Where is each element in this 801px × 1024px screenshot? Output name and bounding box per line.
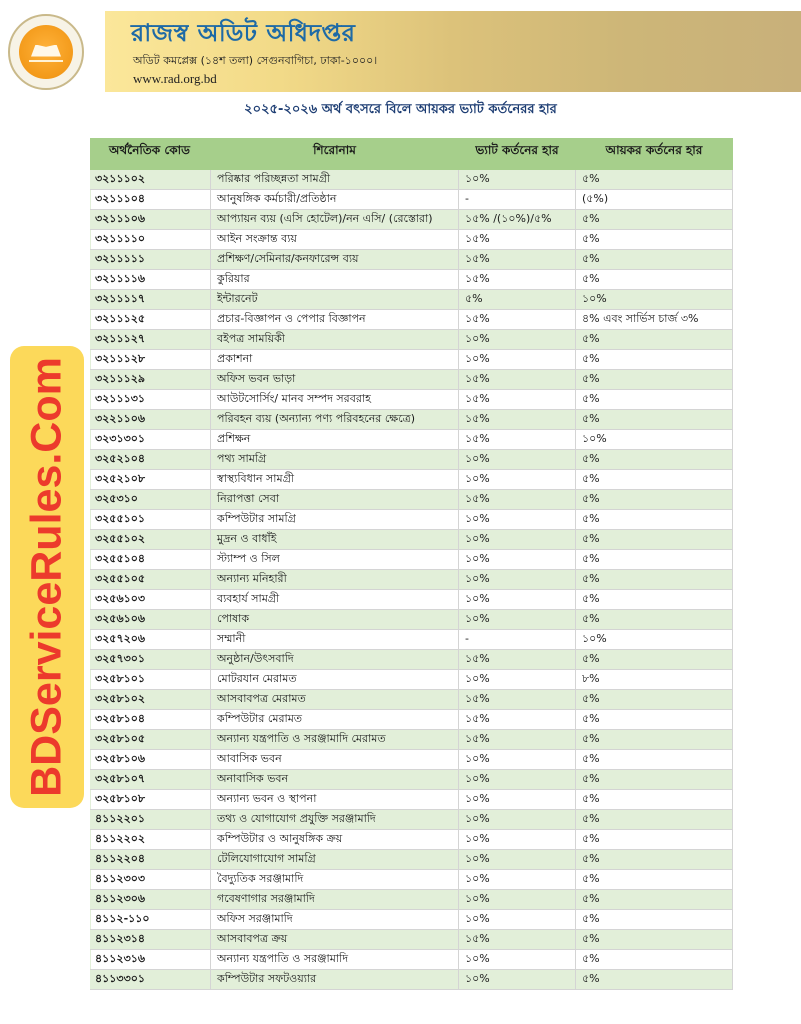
- cell-tax-rate: ৫%: [576, 930, 733, 950]
- cell-vat-rate: ১০%: [459, 750, 576, 770]
- cell-tax-rate: ৫%: [576, 970, 733, 990]
- cell-title: কম্পিউটার সামগ্রি: [211, 510, 459, 530]
- cell-vat-rate: ১০%: [459, 810, 576, 830]
- cell-vat-rate: ১৫%: [459, 250, 576, 270]
- organization-address: অডিট কমপ্লেক্স (১৪শ তলা) সেগুনবাগিচা, ঢাকা-১০০০।: [133, 54, 378, 67]
- cell-title: আসবাবপত্র মেরামত: [211, 690, 459, 710]
- table-row: [91, 850, 733, 870]
- cell-title: কম্পিউটার ও আনুষঙ্গিক ক্রয়: [211, 830, 459, 850]
- cell-economic-code: ৩২৫৮১০৭: [91, 770, 211, 790]
- table-row: [91, 310, 733, 330]
- cell-economic-code: ৪১১২২০১: [91, 810, 211, 830]
- cell-title: অফিস ভবন ভাড়া: [211, 370, 459, 390]
- watermark-text: BDServiceRules.Com: [22, 357, 71, 797]
- cell-tax-rate: ৫%: [576, 710, 733, 730]
- cell-vat-rate: ১৫%: [459, 430, 576, 450]
- cell-vat-rate: ১০%: [459, 670, 576, 690]
- cell-title: আনুষঙ্গিক কর্মচারী/প্রতিষ্ঠান: [211, 190, 459, 210]
- cell-vat-rate: ১০%: [459, 590, 576, 610]
- organization-website-link[interactable]: www.rad.org.bd: [133, 71, 217, 86]
- cell-title: আইন সংক্রান্ত ব্যয়: [211, 230, 459, 250]
- header-banner: [105, 11, 801, 92]
- cell-vat-rate: ১৫%: [459, 410, 576, 430]
- cell-tax-rate: ৮%: [576, 670, 733, 690]
- cell-tax-rate: ৫%: [576, 490, 733, 510]
- cell-title: প্রচার-বিজ্ঞাপন ও পেপার বিজ্ঞাপন: [211, 310, 459, 330]
- cell-tax-rate: ৫%: [576, 610, 733, 630]
- cell-tax-rate: ৫%: [576, 330, 733, 350]
- cell-economic-code: ৩২৫২১০৪: [91, 450, 211, 470]
- cell-title: পরিষ্কার পরিচ্ছন্নতা সামগ্রী: [211, 170, 459, 190]
- cell-vat-rate: ১৫% /(১০%)/৫%: [459, 210, 576, 230]
- emblem-ribbon: [29, 60, 63, 62]
- table-row: [91, 830, 733, 850]
- cell-tax-rate: ৫%: [576, 870, 733, 890]
- organization-title: রাজস্ব অডিট অধিদপ্তর: [131, 19, 356, 47]
- table-row: [91, 790, 733, 810]
- cell-tax-rate: ৫%: [576, 550, 733, 570]
- cell-tax-rate: ৫%: [576, 530, 733, 550]
- table-row: [91, 950, 733, 970]
- cell-vat-rate: ১৫%: [459, 690, 576, 710]
- cell-vat-rate: ৫%: [459, 290, 576, 310]
- cell-economic-code: ৩২৫৬১০৩: [91, 590, 211, 610]
- table-header-row: [91, 139, 733, 170]
- cell-title: আউটসোর্সিং/ মানব সম্পদ সরবরাহ: [211, 390, 459, 410]
- cell-economic-code: ৩২১১১১০: [91, 230, 211, 250]
- cell-economic-code: ৩২৫৩১০: [91, 490, 211, 510]
- cell-tax-rate: ৫%: [576, 350, 733, 370]
- cell-title: মুদ্রন ও বাধাঁই: [211, 530, 459, 550]
- cell-title: ব্যবহার্য সামগ্রী: [211, 590, 459, 610]
- cell-vat-rate: ১৫%: [459, 490, 576, 510]
- cell-vat-rate: -: [459, 630, 576, 650]
- cell-vat-rate: ১০%: [459, 570, 576, 590]
- cell-title: অন্যান্য মনিহারী: [211, 570, 459, 590]
- table-row: [91, 710, 733, 730]
- cell-title: বৈদ্যুতিক সরঞ্জামাদি: [211, 870, 459, 890]
- table-row: [91, 530, 733, 550]
- cell-title: অফিস সরঞ্জামাদি: [211, 910, 459, 930]
- column-header-tax-rate: আয়কর কর্তনের হার: [576, 139, 733, 170]
- table-row: [91, 810, 733, 830]
- cell-vat-rate: ১৫%: [459, 370, 576, 390]
- cell-title: নিরাপত্তা সেবা: [211, 490, 459, 510]
- table-row: [91, 570, 733, 590]
- cell-vat-rate: ১০%: [459, 970, 576, 990]
- cell-economic-code: ৩২১১১২৭: [91, 330, 211, 350]
- table-row: [91, 430, 733, 450]
- table-row: [91, 170, 733, 190]
- cell-title: সম্মানী: [211, 630, 459, 650]
- cell-title: প্রশিক্ষন: [211, 430, 459, 450]
- table-row: [91, 590, 733, 610]
- cell-vat-rate: ১০%: [459, 510, 576, 530]
- cell-economic-code: ৩২১১১২৯: [91, 370, 211, 390]
- cell-vat-rate: ১০%: [459, 870, 576, 890]
- cell-vat-rate: ১০%: [459, 770, 576, 790]
- cell-title: পোষাক: [211, 610, 459, 630]
- cell-vat-rate: ১০%: [459, 610, 576, 630]
- cell-vat-rate: ১৫%: [459, 710, 576, 730]
- table-row: [91, 190, 733, 210]
- table-row: [91, 370, 733, 390]
- cell-economic-code: ৪১১২৩০৩: [91, 870, 211, 890]
- cell-economic-code: ৩২১১১০২: [91, 170, 211, 190]
- cell-tax-rate: ৫%: [576, 890, 733, 910]
- rates-table: [90, 138, 733, 990]
- cell-vat-rate: ১০%: [459, 830, 576, 850]
- table-row: [91, 450, 733, 470]
- cell-economic-code: ৩২৫৮১০৬: [91, 750, 211, 770]
- cell-economic-code: ৪১১২২০২: [91, 830, 211, 850]
- cell-title: প্রকাশনা: [211, 350, 459, 370]
- table-row: [91, 890, 733, 910]
- cell-vat-rate: ১০%: [459, 550, 576, 570]
- cell-economic-code: ৪১১৩৩০১: [91, 970, 211, 990]
- cell-vat-rate: ১০%: [459, 910, 576, 930]
- column-header-vat-rate: ভ্যাট কর্তনের হার: [459, 139, 576, 170]
- book-emblem-icon: [19, 25, 73, 79]
- cell-tax-rate: ৫%: [576, 950, 733, 970]
- cell-title: আপ্যায়ন ব্যয় (এসি হোটেল)/নন এসি/ (রেস্তোরা): [211, 210, 459, 230]
- table-row: [91, 630, 733, 650]
- cell-vat-rate: ১৫%: [459, 310, 576, 330]
- table-row: [91, 230, 733, 250]
- cell-economic-code: ৩২৫৮১০৫: [91, 730, 211, 750]
- cell-economic-code: ৪১১২৩১৬: [91, 950, 211, 970]
- cell-economic-code: ৪১১২২০৪: [91, 850, 211, 870]
- cell-economic-code: ৩২৫৫১০৪: [91, 550, 211, 570]
- cell-tax-rate: ১০%: [576, 630, 733, 650]
- cell-vat-rate: ১৫%: [459, 650, 576, 670]
- column-header-title: শিরোনাম: [211, 139, 459, 170]
- table-row: [91, 870, 733, 890]
- cell-vat-rate: ১৫%: [459, 730, 576, 750]
- cell-economic-code: ৩২১১১৩১: [91, 390, 211, 410]
- cell-economic-code: ৩২৫৭২০৬: [91, 630, 211, 650]
- cell-title: স্বাস্থ্যবিধান সামগ্রী: [211, 470, 459, 490]
- cell-economic-code: ৩২১১১০৬: [91, 210, 211, 230]
- table-row: [91, 550, 733, 570]
- cell-tax-rate: ৫%: [576, 170, 733, 190]
- cell-vat-rate: ১৫%: [459, 270, 576, 290]
- cell-tax-rate: ১০%: [576, 430, 733, 450]
- table-row: [91, 210, 733, 230]
- cell-title: কম্পিউটার মেরামত: [211, 710, 459, 730]
- cell-title: স্ট্যাম্প ও সিল: [211, 550, 459, 570]
- cell-vat-rate: ১৫%: [459, 230, 576, 250]
- cell-economic-code: ৩২২১১০৬: [91, 410, 211, 430]
- cell-title: গবেষণাগার সরঞ্জামাদি: [211, 890, 459, 910]
- table-row: [91, 670, 733, 690]
- cell-economic-code: ৩২৫২১০৮: [91, 470, 211, 490]
- cell-tax-rate: ৫%: [576, 690, 733, 710]
- cell-economic-code: ৪১১২৩০৬: [91, 890, 211, 910]
- table-row: [91, 970, 733, 990]
- cell-title: অনাবাসিক ভবন: [211, 770, 459, 790]
- cell-tax-rate: ৫%: [576, 790, 733, 810]
- open-book-icon: [31, 43, 61, 57]
- cell-economic-code: ৩২৫৮১০৪: [91, 710, 211, 730]
- table-row: [91, 410, 733, 430]
- cell-vat-rate: -: [459, 190, 576, 210]
- table-row: [91, 730, 733, 750]
- table-row: [91, 290, 733, 310]
- cell-tax-rate: ৫%: [576, 750, 733, 770]
- cell-title: টেলিযোগাযোগ সামগ্রি: [211, 850, 459, 870]
- column-header-code: অর্থনৈতিক কোড: [91, 139, 211, 170]
- cell-tax-rate: ৪% এবং সার্ভিস চার্জ ৩%: [576, 310, 733, 330]
- cell-economic-code: ৩২১১১০৪: [91, 190, 211, 210]
- table-row: [91, 650, 733, 670]
- cell-economic-code: ৩২৩১৩০১: [91, 430, 211, 450]
- cell-title: কুরিয়ার: [211, 270, 459, 290]
- cell-tax-rate: ৫%: [576, 850, 733, 870]
- cell-title: পরিবহন ব্যয় (অন্যান্য পণ্য পরিবহনের ক্ষেত্রে): [211, 410, 459, 430]
- cell-vat-rate: ১৫%: [459, 930, 576, 950]
- cell-title: মোটরযান মেরামত: [211, 670, 459, 690]
- cell-economic-code: ৩২১১১২৮: [91, 350, 211, 370]
- cell-tax-rate: ১০%: [576, 290, 733, 310]
- table-row: [91, 610, 733, 630]
- cell-economic-code: ৩২১১১২৫: [91, 310, 211, 330]
- table-row: [91, 750, 733, 770]
- cell-vat-rate: ১০%: [459, 450, 576, 470]
- cell-vat-rate: ১০%: [459, 170, 576, 190]
- cell-tax-rate: ৫%: [576, 770, 733, 790]
- table-row: [91, 330, 733, 350]
- watermark-badge: [10, 346, 84, 808]
- table-row: [91, 390, 733, 410]
- cell-economic-code: ৩২১১১১১: [91, 250, 211, 270]
- cell-vat-rate: ১০%: [459, 470, 576, 490]
- cell-vat-rate: ১০%: [459, 530, 576, 550]
- cell-economic-code: ৩২১১১১৭: [91, 290, 211, 310]
- cell-tax-rate: ৫%: [576, 370, 733, 390]
- cell-tax-rate: ৫%: [576, 210, 733, 230]
- table-row: [91, 910, 733, 930]
- cell-vat-rate: ১০%: [459, 950, 576, 970]
- cell-economic-code: ৩২৫৫১০১: [91, 510, 211, 530]
- cell-title: অন্যান্য যন্ত্রপাতি ও সরঞ্জামাদি মেরামত: [211, 730, 459, 750]
- cell-tax-rate: ৫%: [576, 270, 733, 290]
- cell-tax-rate: ৫%: [576, 230, 733, 250]
- cell-title: অন্যান্য যন্ত্রপাতি ও সরঞ্জামাদি: [211, 950, 459, 970]
- cell-tax-rate: (৫%): [576, 190, 733, 210]
- cell-economic-code: ৩২৫৮১০১: [91, 670, 211, 690]
- cell-vat-rate: ১০%: [459, 890, 576, 910]
- cell-title: বইপত্র সাময়িকী: [211, 330, 459, 350]
- cell-vat-rate: ১০%: [459, 330, 576, 350]
- cell-title: আসবাবপত্র ক্রয়: [211, 930, 459, 950]
- cell-title: পথ্য সামগ্রি: [211, 450, 459, 470]
- cell-tax-rate: ৫%: [576, 390, 733, 410]
- cell-economic-code: ৩২৫৭৩০১: [91, 650, 211, 670]
- cell-tax-rate: ৫%: [576, 510, 733, 530]
- cell-title: প্রশিক্ষণ/সেমিনার/কনফারেন্স ব্যয়: [211, 250, 459, 270]
- cell-title: আবাসিক ভবন: [211, 750, 459, 770]
- cell-vat-rate: ১০%: [459, 350, 576, 370]
- cell-economic-code: ৪১১২-১১০: [91, 910, 211, 930]
- cell-title: তথ্য ও যোগাযোগ প্রযুক্তি সরঞ্জামাদি: [211, 810, 459, 830]
- cell-economic-code: ৩২৫৬১০৬: [91, 610, 211, 630]
- cell-tax-rate: ৫%: [576, 910, 733, 930]
- cell-title: কম্পিউটার সফটওয়্যার: [211, 970, 459, 990]
- organization-logo: [8, 14, 84, 90]
- cell-economic-code: ৩২১১১১৬: [91, 270, 211, 290]
- cell-tax-rate: ৫%: [576, 730, 733, 750]
- table-row: [91, 770, 733, 790]
- cell-economic-code: ৩২৫৫১০২: [91, 530, 211, 550]
- cell-vat-rate: ১০%: [459, 850, 576, 870]
- cell-title: অন্যান্য ভবন ও স্থাপনা: [211, 790, 459, 810]
- cell-economic-code: ৩২৫৮১০২: [91, 690, 211, 710]
- document-subtitle: ২০২৫-২০২৬ অর্থ বৎসরে বিলে আয়কর ভ্যাট কর্তনেরর হার: [244, 102, 557, 117]
- cell-tax-rate: ৫%: [576, 650, 733, 670]
- cell-tax-rate: ৫%: [576, 810, 733, 830]
- table-row: [91, 470, 733, 490]
- cell-tax-rate: ৫%: [576, 250, 733, 270]
- cell-economic-code: ৩২৫৮১০৮: [91, 790, 211, 810]
- cell-vat-rate: ১৫%: [459, 390, 576, 410]
- cell-title: ইন্টারনেট: [211, 290, 459, 310]
- table-row: [91, 690, 733, 710]
- cell-economic-code: ৪১১২৩১৪: [91, 930, 211, 950]
- cell-tax-rate: ৫%: [576, 830, 733, 850]
- cell-title: অনুষ্ঠান/উৎসবাদি: [211, 650, 459, 670]
- table-row: [91, 270, 733, 290]
- cell-tax-rate: ৫%: [576, 590, 733, 610]
- table-row: [91, 250, 733, 270]
- table-row: [91, 350, 733, 370]
- cell-economic-code: ৩২৫৫১০৫: [91, 570, 211, 590]
- table-row: [91, 930, 733, 950]
- cell-tax-rate: ৫%: [576, 570, 733, 590]
- table-row: [91, 490, 733, 510]
- cell-tax-rate: ৫%: [576, 410, 733, 430]
- table-row: [91, 510, 733, 530]
- cell-tax-rate: ৫%: [576, 470, 733, 490]
- cell-vat-rate: ১০%: [459, 790, 576, 810]
- cell-tax-rate: ৫%: [576, 450, 733, 470]
